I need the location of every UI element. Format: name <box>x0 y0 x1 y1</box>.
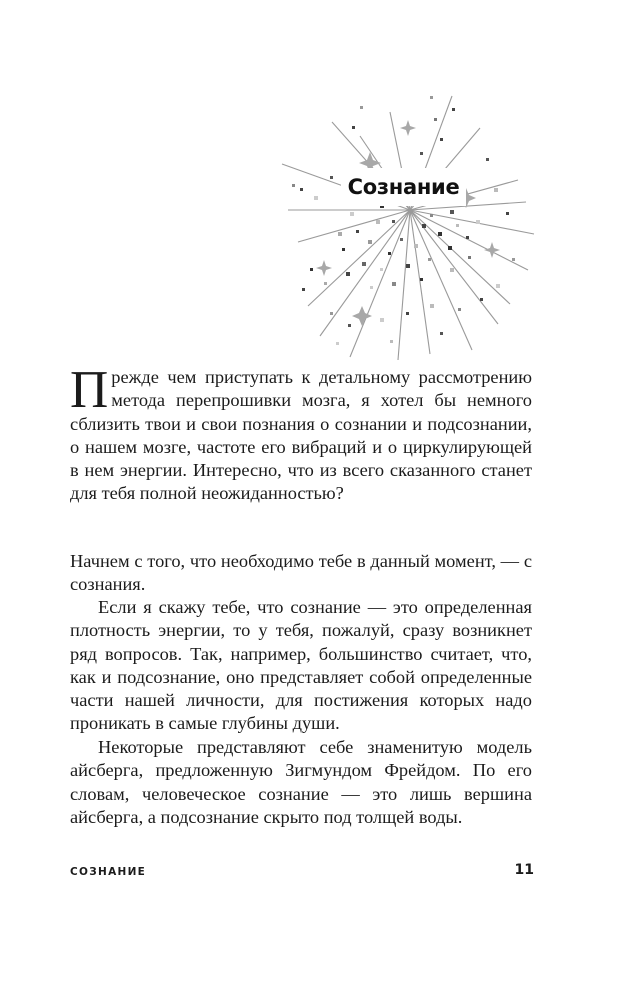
page-number: 11 <box>514 862 534 878</box>
paragraph-1-text: режде чем приступать к детальному рассмотрению метода перепрошивки мозга, я хотел бы немного сблизить твои и свои познания о сознании и подсознании, о нашем мозге, частоте его вибраций и о циркулирующей в нем энергии. Интересно, что из всего сказанного станет для тебя полной неожиданностью? <box>70 367 532 504</box>
body-paragraph-2: Начнем с того, что необходимо тебе в данный момент, — с сознания. <box>70 551 532 595</box>
drop-cap: П <box>70 361 109 419</box>
running-footer-title: СОЗНАНИЕ <box>70 866 147 878</box>
body-paragraph-3: Если я скажу тебе, что сознание — это определенная плотность энергии, то у тебя, пожалуй, сразу возникнет ряд вопросов. Так, например, большинство считает, что, как и подсознание, оно представляет собой определенные части нашей личности, для постижения которых надо проникать в самые глубины души. <box>70 597 532 734</box>
body-paragraph-4: Некоторые представляют себе знаменитую модель айсберга, предложенную Зигмундом Фрейдом. По его словам, человеческое сознание — это лишь вершина айсберга, а подсознание скрыто под толщей воды. <box>70 737 532 827</box>
chapter-title: Сознание <box>341 168 466 206</box>
starburst-illustration <box>280 92 540 362</box>
burst-dots <box>292 96 515 345</box>
burst-sparkles <box>316 120 500 326</box>
body-paragraph-1 <box>70 361 532 506</box>
